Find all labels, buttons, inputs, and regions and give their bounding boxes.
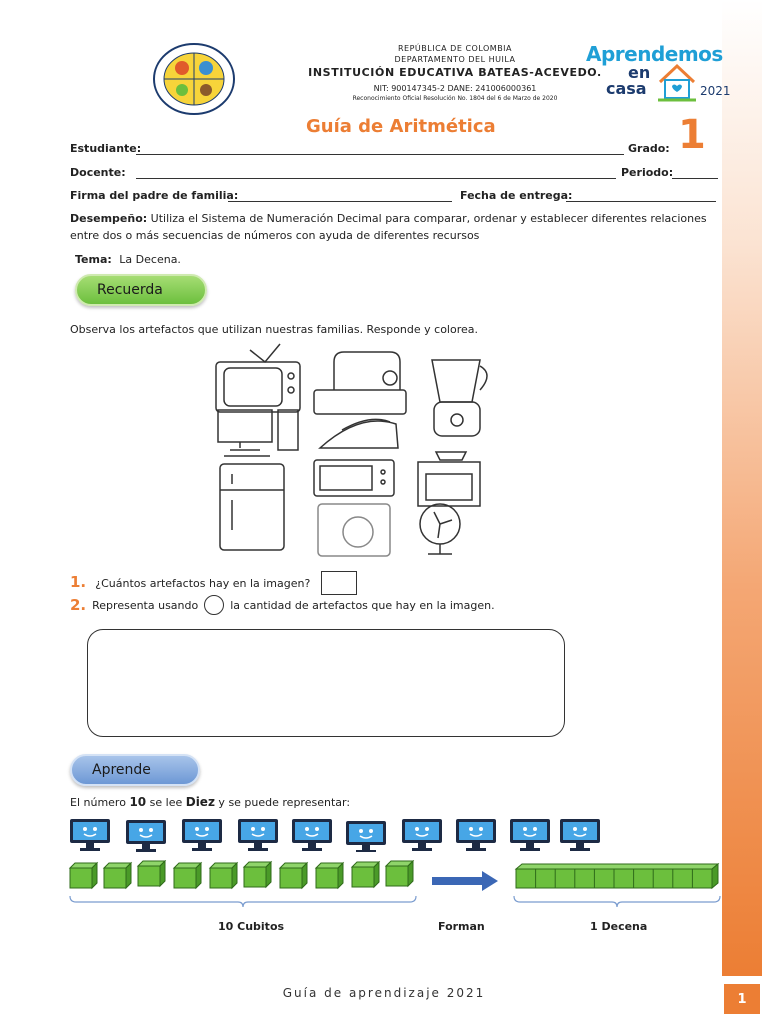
learn-word: Diez [185,795,215,809]
monitor-icon [238,819,278,851]
desempeno-text: Utiliza el Sistema de Numeración Decimal para comparar, ordenar y establecer diferentes relaciones entre dos o más secuencias de números con ayuda de diferentes recursos [70,212,707,242]
tema-label: Tema: [75,253,112,266]
computer-icon [218,410,298,456]
page-number: 1 [724,984,760,1014]
cube-icon [70,863,97,888]
header-reconocimiento: Reconocimiento Oficial Resolución No. 1804 del 6 de Marzo de 2020 [352,95,558,102]
question-2-text-after: la cantidad de artefactos que hay en la imagen. [230,598,495,612]
learn-sentence [70,795,350,809]
question-1-answer-box[interactable] [321,571,357,595]
brand-en: en [628,63,651,82]
brace-decena [512,894,722,908]
recuerda-banner: Recuerda [75,274,207,306]
answer-drawing-area[interactable] [87,629,565,737]
footer-text: Guía de aprendizaje 2021 [282,986,486,1000]
fridge-icon [220,464,284,550]
fecha-label: Fecha de entrega: [460,189,573,202]
periodo-label: Periodo: [621,166,674,179]
question-1 [70,572,310,591]
learn-post: y se puede representar: [214,796,351,809]
circle-icon [204,595,224,615]
monitor-icon [402,819,442,851]
cubes-row [68,860,418,890]
stove-icon [418,452,480,506]
microwave-icon [314,460,394,496]
estudiante-field[interactable] [136,142,624,155]
desempeno-paragraph [70,210,720,244]
tema-value: La Decena. [119,253,181,266]
brace-cubitos [68,894,418,908]
monitor-icon [560,819,600,851]
caption-forman: Forman [438,920,485,933]
estudiante-label: Estudiante: [70,142,142,155]
monitors-row [68,818,608,852]
monitor-icon [510,819,550,851]
cube-icon [352,862,379,887]
header-nit: NIT: 900147345-2 DANE: 241006000361 [373,84,537,93]
iron-icon [320,419,398,448]
caption-decena: 1 Decena [590,920,648,933]
monitor-icon [292,819,332,851]
periodo-field[interactable] [672,166,718,179]
header-republica: REPÚBLICA DE COLOMBIA [397,44,513,53]
decena-bar [514,862,720,890]
header-departamento: DEPARTAMENTO DEL HUILA [394,55,516,64]
question-2-number: 2. [70,596,87,614]
appliances-illustration [210,340,498,558]
television-icon [216,344,300,412]
docente-label: Docente: [70,166,126,179]
firma-field[interactable] [228,189,452,202]
cube-icon [316,863,343,888]
cube-icon [386,861,413,886]
aprende-banner: Aprende [70,754,200,786]
monitor-icon [70,819,110,851]
monitor-icon [182,819,222,851]
tema-row [75,253,181,266]
washing-machine-icon [318,504,390,556]
desempeno-label: Desempeño: [70,212,148,225]
arrow-right-icon [432,870,500,892]
brand-year: 2021 [700,84,731,98]
cube-icon [210,863,237,888]
sewing-machine-icon [314,352,406,414]
page-title: Guía de Aritmética [306,116,496,137]
brand-aprendemos: Aprendemos [586,42,723,66]
brand-casa: casa [606,79,647,98]
fan-icon [420,504,460,554]
fecha-field[interactable] [566,189,716,202]
cube-icon [280,863,307,888]
question-1-number: 1. [70,573,87,591]
blender-icon [432,360,487,436]
cube-icon [104,863,131,888]
question-2 [70,595,495,615]
docente-field[interactable] [136,166,616,179]
cube-icon [174,863,201,888]
side-decoration-strip [722,0,762,976]
learn-number: 10 [129,795,147,809]
question-2-text-before: Representa usando [92,598,199,612]
instruction-text: Observa los artefactos que utilizan nuestras familias. Responde y colorea. [70,323,478,336]
school-seal-icon [152,42,236,116]
cube-icon [138,861,165,886]
firma-label: Firma del padre de familia: [70,189,239,202]
grado-label: Grado: [628,142,670,155]
learn-pre: El número [70,796,130,809]
monitor-icon [456,819,496,851]
cube-icon [244,862,271,887]
monitor-icon [126,820,166,852]
house-icon [656,62,698,102]
grade-number: 1 [678,112,706,158]
learn-mid: se lee [146,796,186,809]
question-1-text: ¿Cuántos artefactos hay en la imagen? [95,577,311,590]
header-institucion: INSTITUCIÓN EDUCATIVA BATEAS-ACEVEDO. [308,66,602,79]
caption-cubitos: 10 Cubitos [218,920,285,933]
monitor-icon [346,821,386,852]
